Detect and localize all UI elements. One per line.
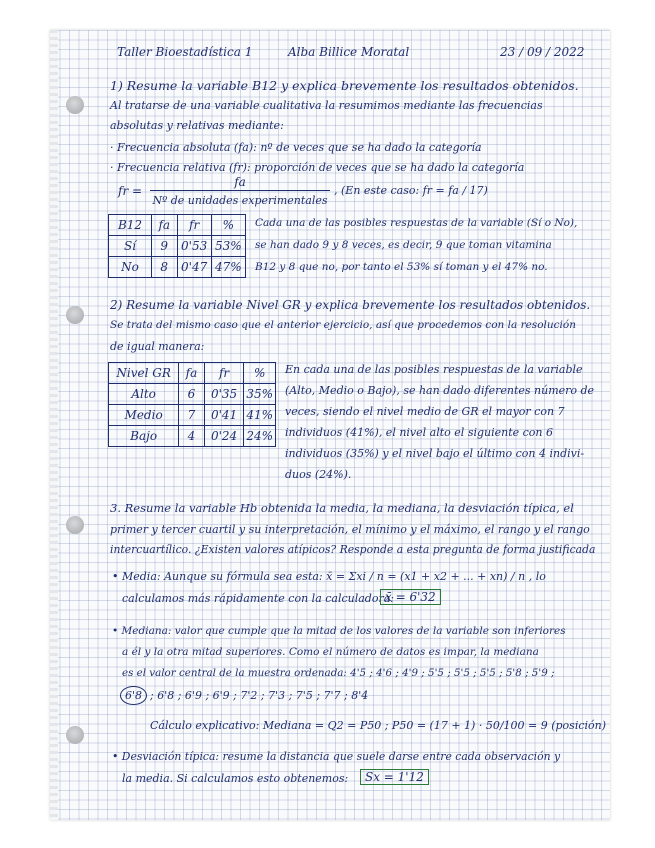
q1-formula-lhs: fr = bbox=[118, 184, 143, 198]
q1-formula-bar bbox=[150, 190, 330, 191]
punch-hole bbox=[66, 306, 84, 324]
q3-calc-line: Cálculo explicativo: Mediana = Q2 = P50 ; P50 = (17 + 1) · 50/100 = 9 (posición) bbox=[150, 719, 607, 732]
table-cell: 8 bbox=[151, 257, 177, 278]
table-header-row bbox=[109, 363, 276, 384]
header-date: 23 / 09 / 2022 bbox=[500, 45, 585, 59]
table-cell: 0'47 bbox=[177, 257, 211, 278]
q1-formula-numerator: fa bbox=[234, 175, 246, 189]
table-header-cell: B12 bbox=[109, 215, 152, 236]
table-header-row bbox=[109, 215, 246, 236]
header-author: Alba Billice Moratal bbox=[288, 45, 410, 59]
q3-mediana-circled: 6'8 bbox=[120, 686, 147, 705]
q1-explain-2: se han dado 9 y 8 veces, es decir, 9 que toman vitamina bbox=[255, 239, 552, 251]
q1-explain-3: B12 y 8 que no, por tanto el 53% sí toman y el 47% no. bbox=[255, 261, 548, 273]
punch-hole bbox=[66, 726, 84, 744]
q3-mediana-line-3: es el valor central de la muestra ordenada: 4'5 ; 4'6 ; 4'9 ; 5'5 ; 5'5 ; 5'5 ; 5'8 ; 5'9 ; bbox=[122, 667, 555, 679]
table-row bbox=[109, 426, 276, 447]
table-cell: 24% bbox=[244, 426, 276, 447]
q2-explain-5: individuos (35%) y el nivel bajo el último con 4 indivi- bbox=[285, 447, 585, 460]
table-cell: 6 bbox=[179, 384, 204, 405]
q1-intro-1: Al tratarse de una variable cualitativa la resumimos mediante las frecuencias bbox=[110, 99, 543, 112]
table-header-cell: fr bbox=[204, 363, 244, 384]
q3-heading-2: primer y tercer cuartil y su interpretación, el mínimo y el máximo, el rango y el rango bbox=[110, 523, 590, 536]
q3-media-line-2: calculamos más rápidamente con la calculadora: bbox=[122, 592, 394, 605]
q3-heading-3: intercuartílico. ¿Existen valores atípicos? Responde a esta pregunta de forma justificada bbox=[110, 543, 596, 556]
q1-bullet-absolute: · Frecuencia absoluta (fa): nº de veces que se ha dado la categoría bbox=[110, 141, 482, 154]
q3-desv-label: • Desviación típica: resume la distancia que suele darse entre cada observación y bbox=[112, 750, 561, 763]
q2-explain-4: individuos (41%), el nivel alto el siguiente con 6 bbox=[285, 426, 554, 439]
table-cell: Medio bbox=[109, 405, 179, 426]
q2-explain-3: veces, siendo el nivel medio de GR el mayor con 7 bbox=[285, 405, 565, 418]
table-cell: Sí bbox=[109, 236, 152, 257]
q2-table bbox=[108, 362, 276, 447]
table-cell: 0'41 bbox=[204, 405, 244, 426]
q1-heading: 1) Resume la variable B12 y explica brevemente los resultados obtenidos. bbox=[110, 78, 579, 93]
q3-mediana-line-4: ; 6'8 ; 6'9 ; 6'9 ; 7'2 ; 7'3 ; 7'5 ; 7'7 ; 8'4 bbox=[150, 689, 369, 702]
table-cell: 0'53 bbox=[177, 236, 211, 257]
table-row bbox=[109, 384, 276, 405]
q3-mediana-label: • Mediana: valor que cumple que la mitad de los valores de la variable son inferiores bbox=[112, 625, 566, 637]
punch-hole bbox=[66, 516, 84, 534]
table-cell: Alto bbox=[109, 384, 179, 405]
table-header-cell: % bbox=[211, 215, 245, 236]
q2-intro-2: de igual manera: bbox=[110, 340, 205, 353]
table-cell: Bajo bbox=[109, 426, 179, 447]
q1-intro-2: absolutas y relativas mediante: bbox=[110, 119, 284, 132]
table-row bbox=[109, 405, 276, 426]
table-cell: 47% bbox=[211, 257, 245, 278]
table-cell: 41% bbox=[244, 405, 276, 426]
q3-media-label: • Media: Aunque su fórmula sea esta: x̄ = Σxi / n = (x1 + x2 + ... + xn) / n , lo bbox=[112, 570, 546, 583]
q1-table bbox=[108, 214, 246, 278]
punch-hole bbox=[66, 96, 84, 114]
q1-explain-1: Cada una de las posibles respuestas de la variable (Sí o No), bbox=[255, 217, 578, 229]
table-header-cell: % bbox=[244, 363, 276, 384]
table-cell: 0'35 bbox=[204, 384, 244, 405]
header-title: Taller Bioestadística 1 bbox=[117, 45, 253, 59]
q1-formula-denominator: Nº de unidades experimentales bbox=[152, 194, 328, 207]
table-cell: 9 bbox=[151, 236, 177, 257]
q3-heading-1: 3. Resume la variable Hb obtenida la media, la mediana, la desviación típica, el bbox=[110, 501, 574, 515]
q3-desv-line-2: la media. Si calculamos esto obtenemos: bbox=[122, 772, 349, 785]
q2-heading: 2) Resume la variable Nivel GR y explica brevemente los resultados obtenidos. bbox=[110, 298, 591, 312]
table-header-cell: Nivel GR bbox=[109, 363, 179, 384]
q3-desv-value: Sx = 1'12 bbox=[360, 769, 429, 785]
table-cell: 35% bbox=[244, 384, 276, 405]
q3-media-value: x̄ = 6'32 bbox=[380, 589, 441, 605]
table-header-cell: fr bbox=[177, 215, 211, 236]
q1-formula-example: , (En este caso: fr = fa / 17) bbox=[334, 184, 488, 197]
q2-intro-1: Se trata del mismo caso que el anterior ejercicio, así que procedemos con la resolución bbox=[110, 319, 576, 331]
table-cell: 53% bbox=[211, 236, 245, 257]
table-header-cell: fa bbox=[179, 363, 204, 384]
q2-explain-2: (Alto, Medio o Bajo), se han dado diferentes número de bbox=[285, 384, 595, 397]
q3-mediana-line-2: a él y la otra mitad superiores. Como el número de datos es impar, la mediana bbox=[122, 646, 539, 658]
q2-explain-1: En cada una de las posibles respuestas de la variable bbox=[285, 363, 583, 376]
table-cell: 0'24 bbox=[204, 426, 244, 447]
table-cell: 4 bbox=[179, 426, 204, 447]
table-header-cell: fa bbox=[151, 215, 177, 236]
q2-explain-6: duos (24%). bbox=[285, 468, 352, 481]
table-cell: 7 bbox=[179, 405, 204, 426]
table-cell: No bbox=[109, 257, 152, 278]
torn-edge bbox=[50, 30, 58, 820]
table-row bbox=[109, 257, 246, 278]
table-row bbox=[109, 236, 246, 257]
q1-bullet-relative: · Frecuencia relativa (fr): proporción de veces que se ha dado la categoría bbox=[110, 161, 525, 174]
